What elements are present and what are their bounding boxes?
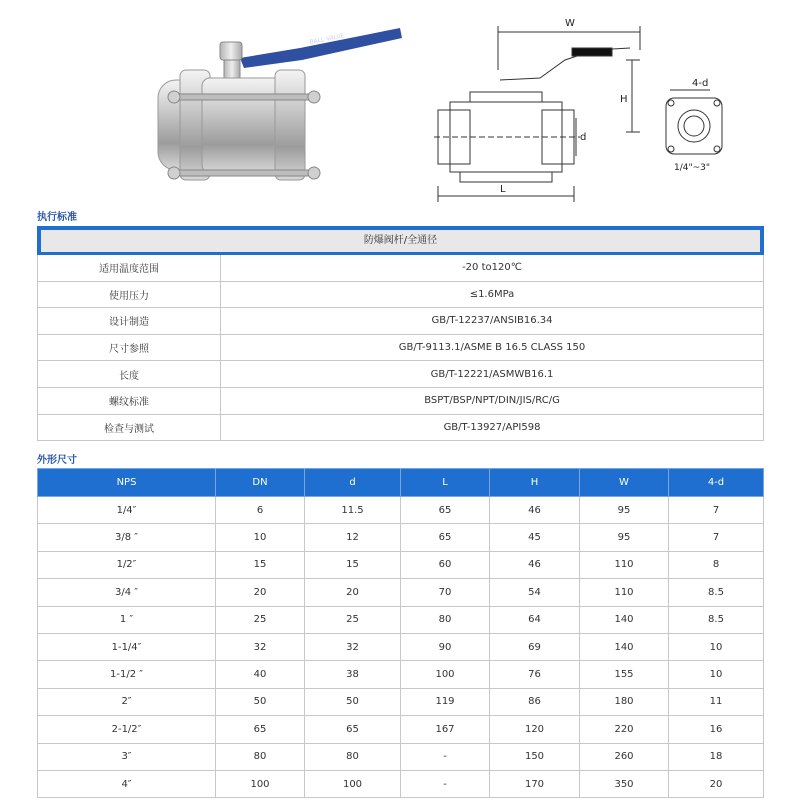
standards-label: 适用温度范围 [38, 255, 221, 282]
handle-label: BALL VALVE [309, 32, 345, 46]
table-cell: 15 [216, 551, 305, 578]
table-cell: 64 [490, 606, 580, 633]
table-cell: 38 [305, 661, 401, 688]
table-row [38, 551, 764, 578]
standards-row [38, 308, 764, 335]
standards-label: 尺寸参照 [38, 334, 221, 361]
table-cell: 3/4 ″ [38, 579, 216, 606]
table-cell: 140 [580, 606, 669, 633]
dimensions-table [37, 468, 764, 798]
table-cell: 50 [305, 688, 401, 715]
table-cell: 167 [401, 716, 490, 743]
table-cell: 20 [216, 579, 305, 606]
table-cell: 46 [490, 497, 580, 524]
table-cell: 20 [305, 579, 401, 606]
table-cell: 95 [580, 524, 669, 551]
table-cell: 32 [305, 633, 401, 660]
column-header: W [580, 469, 669, 497]
table-cell: 80 [305, 743, 401, 770]
table-cell: 7 [669, 524, 764, 551]
table-cell: 50 [216, 688, 305, 715]
table-cell: 2-1/2″ [38, 716, 216, 743]
table-cell: 220 [580, 716, 669, 743]
table-cell: 100 [216, 770, 305, 797]
table-cell: 260 [580, 743, 669, 770]
table-cell: 76 [490, 661, 580, 688]
standards-value: ≤1.6MPa [221, 281, 764, 308]
table-cell: 10 [216, 524, 305, 551]
table-cell: 110 [580, 551, 669, 578]
table-cell: 150 [490, 743, 580, 770]
table-row [38, 661, 764, 688]
standards-value: BSPT/BSP/NPT/DIN/JIS/RC/G [221, 387, 764, 414]
table-cell: 65 [216, 716, 305, 743]
table-row [38, 716, 764, 743]
table-cell: 32 [216, 633, 305, 660]
table-cell: 80 [216, 743, 305, 770]
table-cell: 120 [490, 716, 580, 743]
table-cell: 1 ″ [38, 606, 216, 633]
table-cell: 16 [669, 716, 764, 743]
table-cell: 170 [490, 770, 580, 797]
standards-label: 螺纹标准 [38, 387, 221, 414]
table-cell: 1/4″ [38, 497, 216, 524]
standards-value: GB/T-12221/ASMWB16.1 [221, 361, 764, 388]
table-cell: 2″ [38, 688, 216, 715]
label-h: H [620, 94, 628, 105]
table-cell: 350 [580, 770, 669, 797]
table-cell: 25 [216, 606, 305, 633]
table-cell: 8.5 [669, 579, 764, 606]
table-row [38, 770, 764, 797]
table-cell: 119 [401, 688, 490, 715]
table-cell: 100 [305, 770, 401, 797]
standards-label: 检查与测试 [38, 414, 221, 441]
table-row [38, 497, 764, 524]
table-cell: 1/2″ [38, 551, 216, 578]
table-cell: 3/8 ″ [38, 524, 216, 551]
standards-row [38, 387, 764, 414]
standards-table [37, 226, 764, 441]
standards-label: 使用压力 [38, 281, 221, 308]
column-header: 4-d [669, 469, 764, 497]
table-cell: 95 [580, 497, 669, 524]
standards-value: GB/T-13927/API598 [221, 414, 764, 441]
standards-header: 防爆阀杆/全通径 [41, 230, 760, 252]
table-cell: 10 [669, 661, 764, 688]
standards-row [38, 255, 764, 282]
table-cell: 46 [490, 551, 580, 578]
table-cell: 180 [580, 688, 669, 715]
table-cell: 86 [490, 688, 580, 715]
table-cell: 4″ [38, 770, 216, 797]
table-cell: 11.5 [305, 497, 401, 524]
label-d: d [580, 132, 587, 143]
column-header: NPS [38, 469, 216, 497]
table-cell: 70 [401, 579, 490, 606]
column-header: L [401, 469, 490, 497]
column-header: d [305, 469, 401, 497]
table-cell: 10 [669, 633, 764, 660]
standards-title: 执行标准 [37, 212, 77, 223]
table-cell: 155 [580, 661, 669, 688]
dimensions-title: 外形尺寸 [37, 455, 77, 466]
table-cell: 12 [305, 524, 401, 551]
table-row [38, 743, 764, 770]
label-4d: 4-d [692, 78, 709, 89]
table-cell: 1-1/4″ [38, 633, 216, 660]
column-header: H [490, 469, 580, 497]
table-cell: 90 [401, 633, 490, 660]
table-cell: 65 [401, 497, 490, 524]
ball-valve-photo [150, 20, 410, 200]
table-row [38, 579, 764, 606]
standards-value: -20 to120℃ [221, 255, 764, 282]
standards-value: GB/T-9113.1/ASME B 16.5 CLASS 150 [221, 334, 764, 361]
standards-header-row [38, 227, 764, 255]
column-header: DN [216, 469, 305, 497]
table-cell: 69 [490, 633, 580, 660]
table-cell: 25 [305, 606, 401, 633]
standards-label: 长度 [38, 361, 221, 388]
table-cell: 8.5 [669, 606, 764, 633]
standards-row [38, 414, 764, 441]
table-cell: - [401, 770, 490, 797]
table-cell: 18 [669, 743, 764, 770]
technical-drawing [430, 10, 790, 205]
table-cell: 140 [580, 633, 669, 660]
table-cell: 65 [401, 524, 490, 551]
table-cell: 15 [305, 551, 401, 578]
label-l: L [500, 184, 506, 195]
table-row [38, 633, 764, 660]
table-row [38, 524, 764, 551]
dimensions-header-row [38, 469, 764, 497]
table-row [38, 606, 764, 633]
table-cell: 45 [490, 524, 580, 551]
standards-label: 设计制造 [38, 308, 221, 335]
table-row [38, 688, 764, 715]
table-cell: 20 [669, 770, 764, 797]
table-cell: 11 [669, 688, 764, 715]
table-cell: 110 [580, 579, 669, 606]
standards-row [38, 334, 764, 361]
label-size-range: 1/4"~3" [674, 163, 711, 173]
table-cell: - [401, 743, 490, 770]
product-images [0, 0, 800, 205]
standards-row [38, 361, 764, 388]
table-cell: 7 [669, 497, 764, 524]
table-cell: 60 [401, 551, 490, 578]
table-cell: 100 [401, 661, 490, 688]
table-cell: 54 [490, 579, 580, 606]
table-cell: 8 [669, 551, 764, 578]
table-cell: 65 [305, 716, 401, 743]
table-cell: 3″ [38, 743, 216, 770]
table-cell: 80 [401, 606, 490, 633]
table-cell: 1-1/2 ″ [38, 661, 216, 688]
standards-row [38, 281, 764, 308]
standards-value: GB/T-12237/ANSIB16.34 [221, 308, 764, 335]
table-cell: 6 [216, 497, 305, 524]
label-w: W [565, 18, 575, 29]
table-cell: 40 [216, 661, 305, 688]
